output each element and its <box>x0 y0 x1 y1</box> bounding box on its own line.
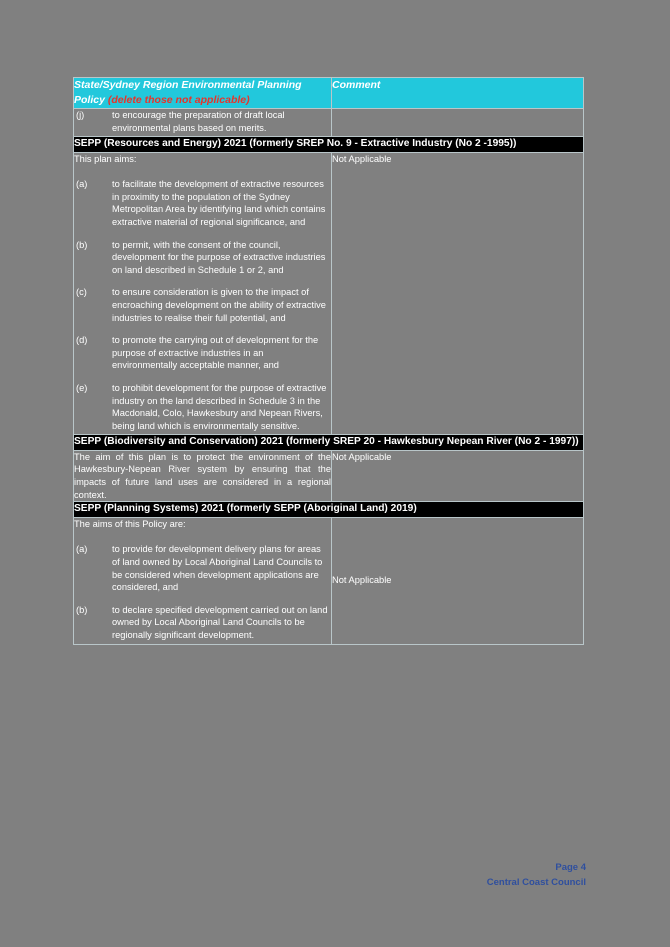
comment-text: Not Applicable <box>332 153 392 164</box>
table-banner-row <box>74 502 584 518</box>
list-marker: (b) <box>76 604 88 615</box>
list-text: to ensure consideration is given to the impact of encroaching development on the ability of extractive industries to realise their full potential, and <box>112 287 326 323</box>
paragraph-text: The aim of this plan is to protect the environment of the Hawkesbury-Nepean River system by ensuring that the impacts of future land uses are considered in a regional context. <box>74 451 331 500</box>
header-cell-policy <box>74 78 332 109</box>
list-item <box>74 109 331 134</box>
sepp-compliance-table <box>73 77 584 645</box>
list-text: to permit, with the consent of the council, development for the purpose of extractive industries on land described in Schedule 1 or 2, and <box>112 239 326 275</box>
cell-comment-planning <box>332 517 584 644</box>
banner-title: SEPP (Resources and Energy) 2021 (formerly SREP No. 9 - Extractive Industry (No 2 -1995)) <box>74 138 517 150</box>
list-marker: (a) <box>76 179 88 190</box>
cell-comment-j <box>332 109 584 137</box>
list-text: to facilitate the development of extractive resources in proximity to the population of the Sydney Metropolitan Area by identifying land which contains extractive material of regional significance, and <box>112 179 326 228</box>
list-item <box>74 382 331 432</box>
banner-planning-systems <box>74 502 584 518</box>
comment-text: Not Applicable <box>332 451 392 462</box>
footer-page-label: Page 4 <box>555 862 586 873</box>
list-text: to declare specified development carried out on land owned by Local Aboriginal Land Councils to be regionally significant development. <box>112 604 328 640</box>
header-cell-comment <box>332 78 584 109</box>
comment-text: Not Applicable <box>332 575 392 586</box>
list-marker: (c) <box>76 287 87 298</box>
table-row <box>74 152 584 435</box>
list-item <box>74 178 331 228</box>
table-row <box>74 109 584 137</box>
list-item <box>74 239 331 277</box>
table-row <box>74 450 584 501</box>
table-banner-row <box>74 137 584 153</box>
cell-biodiversity-aim <box>74 450 332 501</box>
lettered-list <box>74 109 331 134</box>
list-text: to encourage the preparation of draft local environmental plans based on merits. <box>112 110 285 133</box>
aims-intro: The aims of this Policy are: <box>74 518 186 529</box>
header-policy-note: (delete those not applicable) <box>107 94 250 106</box>
banner-title: SEPP (Biodiversity and Conservation) 2021 (formerly SREP 20 - Hawkesbury Nepean River (No 2 - 1997)) <box>74 436 579 448</box>
table-banner-row <box>74 435 584 451</box>
banner-title: SEPP (Planning Systems) 2021 (formerly SEPP (Aboriginal Land) 2019) <box>74 503 417 515</box>
list-item <box>74 604 331 642</box>
table-row <box>74 517 584 644</box>
list-marker: (j) <box>76 110 85 120</box>
cell-planning-aims <box>74 517 332 644</box>
banner-resources-energy <box>74 137 584 153</box>
list-item <box>74 334 331 372</box>
list-marker: (d) <box>76 335 88 346</box>
cell-comment-resources <box>332 152 584 435</box>
list-text: to prohibit development for the purpose of extractive industry on the land described in Schedule 3 in the Macdonald, Colo, Hawkesbury and Nepean Rivers, being land which is environmentally sensitive. <box>112 383 327 431</box>
cell-comment-biodiversity <box>332 450 584 501</box>
table-header-row <box>74 78 584 109</box>
spacer <box>74 169 331 178</box>
list-marker: (e) <box>76 383 88 393</box>
lettered-list <box>74 543 331 641</box>
page-footer <box>487 860 586 890</box>
lettered-list <box>74 178 331 432</box>
header-comment-label: Comment <box>332 79 381 91</box>
banner-biodiversity-conservation <box>74 435 584 451</box>
list-marker: (a) <box>76 544 88 555</box>
cell-item-j <box>74 109 332 137</box>
list-text: to promote the carrying out of development for the purpose of extractive industries in an environmentally acceptable manner, and <box>112 335 319 371</box>
list-item <box>74 286 331 324</box>
cell-resources-aims <box>74 152 332 435</box>
header-policy-main: State/Sydney Region Environmental Planning Policy <box>74 79 302 106</box>
list-marker: (b) <box>76 239 88 250</box>
footer-organisation: Central Coast Council <box>486 877 586 888</box>
list-item <box>74 543 331 593</box>
spacer <box>74 534 331 543</box>
list-text: to provide for development delivery plans for areas of land owned by Local Aboriginal Land Councils to be considered when development applications are considered, and <box>112 544 323 593</box>
aims-intro: This plan aims: <box>74 153 137 164</box>
